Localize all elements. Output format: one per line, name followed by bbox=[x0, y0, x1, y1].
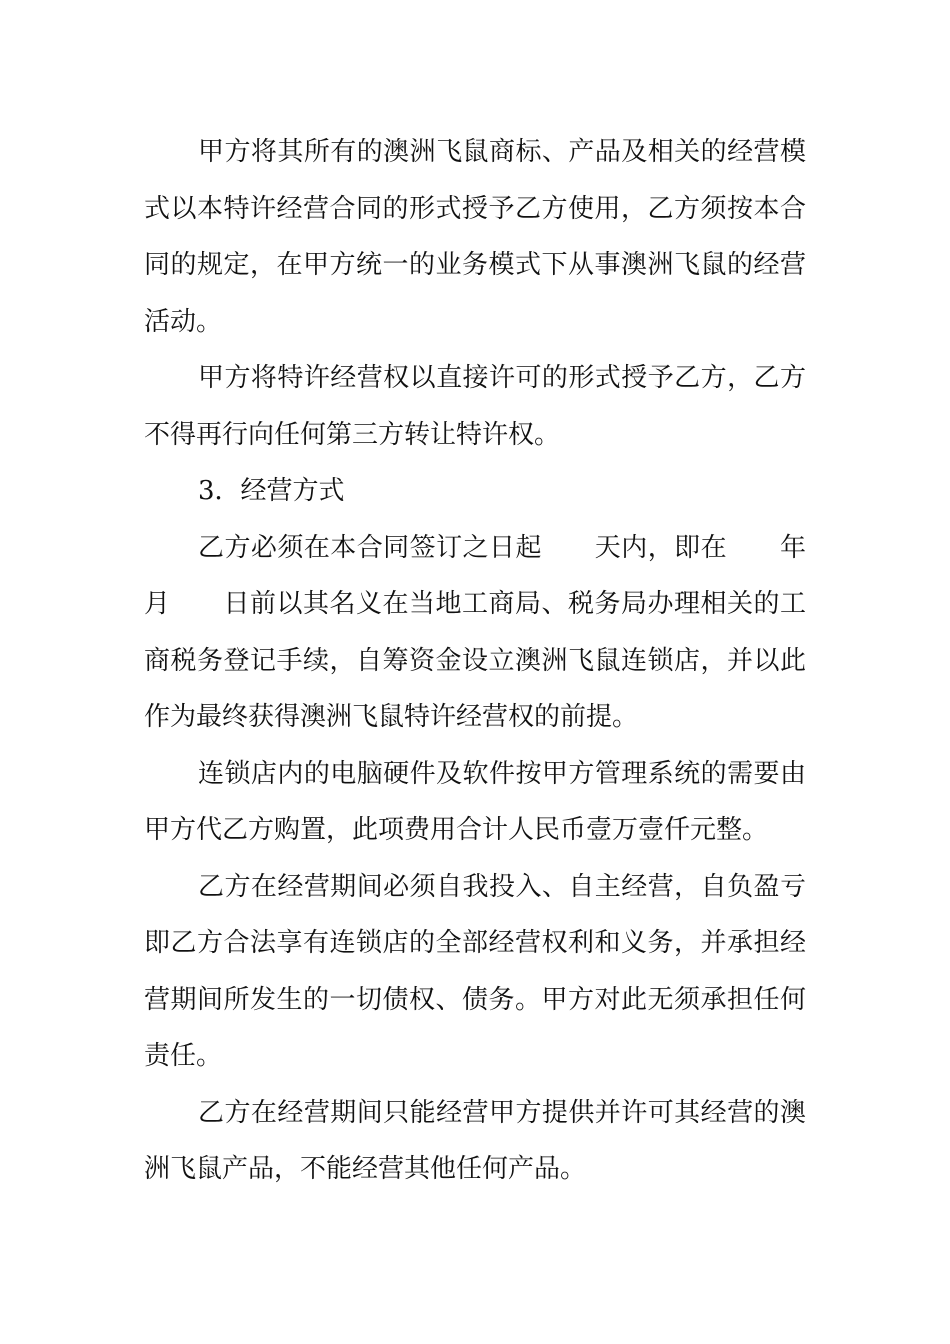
text-line: 甲方将其所有的澳洲飞鼠商标、产品及相关的经营模 bbox=[198, 137, 806, 167]
text-line: 不得再行向任何第三方转让特许权。 bbox=[144, 419, 561, 450]
text-line: 同的规定，在甲方统一的业务模式下从事澳洲飞鼠的经营 bbox=[144, 250, 806, 280]
paragraph-direct-license bbox=[144, 350, 806, 463]
paragraph-product-restriction bbox=[144, 1085, 806, 1198]
paragraph-license-grant bbox=[144, 124, 806, 350]
text-line: 乙方在经营期间必须自我投入、自主经营，自负盈亏 bbox=[198, 871, 806, 902]
text-line: 活动。 bbox=[144, 306, 223, 337]
paragraph-computer-purchase bbox=[144, 746, 806, 859]
text-line: 连锁店内的电脑硬件及软件按甲方管理系统的需要由 bbox=[198, 758, 806, 789]
paragraph-registration bbox=[144, 520, 806, 746]
text-line: 洲飞鼠产品，不能经营其他任何产品。 bbox=[144, 1154, 587, 1184]
text-line: 即乙方合法享有连锁店的全部经营权利和义务，并承担经 bbox=[144, 928, 806, 958]
text-line: 甲方将特许经营权以直接许可的形式授予乙方，乙方 bbox=[198, 363, 806, 393]
document-body bbox=[144, 124, 806, 1198]
section-heading: 3．经营方式 bbox=[198, 476, 345, 506]
paragraph-self-operation bbox=[144, 859, 806, 1085]
text-line: 式以本特许经营合同的形式授予乙方使用，乙方须按本合 bbox=[144, 193, 806, 224]
text-line: 甲方代乙方购置，此项费用合计人民币壹万壹仟元整。 bbox=[144, 815, 769, 845]
section-heading-operation-mode bbox=[144, 463, 806, 520]
text-line: 乙方必须在本合同签订之日起 天内，即在 年 bbox=[198, 532, 806, 563]
text-line: 营期间所发生的一切债权、债务。甲方对此无须承担任何 bbox=[144, 984, 806, 1015]
text-line: 乙方在经营期间只能经营甲方提供并许可其经营的澳 bbox=[198, 1097, 806, 1128]
text-line: 商税务登记手续，自筹资金设立澳洲飞鼠连锁店，并以此 bbox=[144, 645, 806, 676]
text-line: 作为最终获得澳洲飞鼠特许经营权的前提。 bbox=[144, 702, 639, 732]
text-line: 责任。 bbox=[144, 1041, 223, 1071]
text-line: 月 日前以其名义在当地工商局、税务局办理相关的工 bbox=[144, 589, 806, 619]
